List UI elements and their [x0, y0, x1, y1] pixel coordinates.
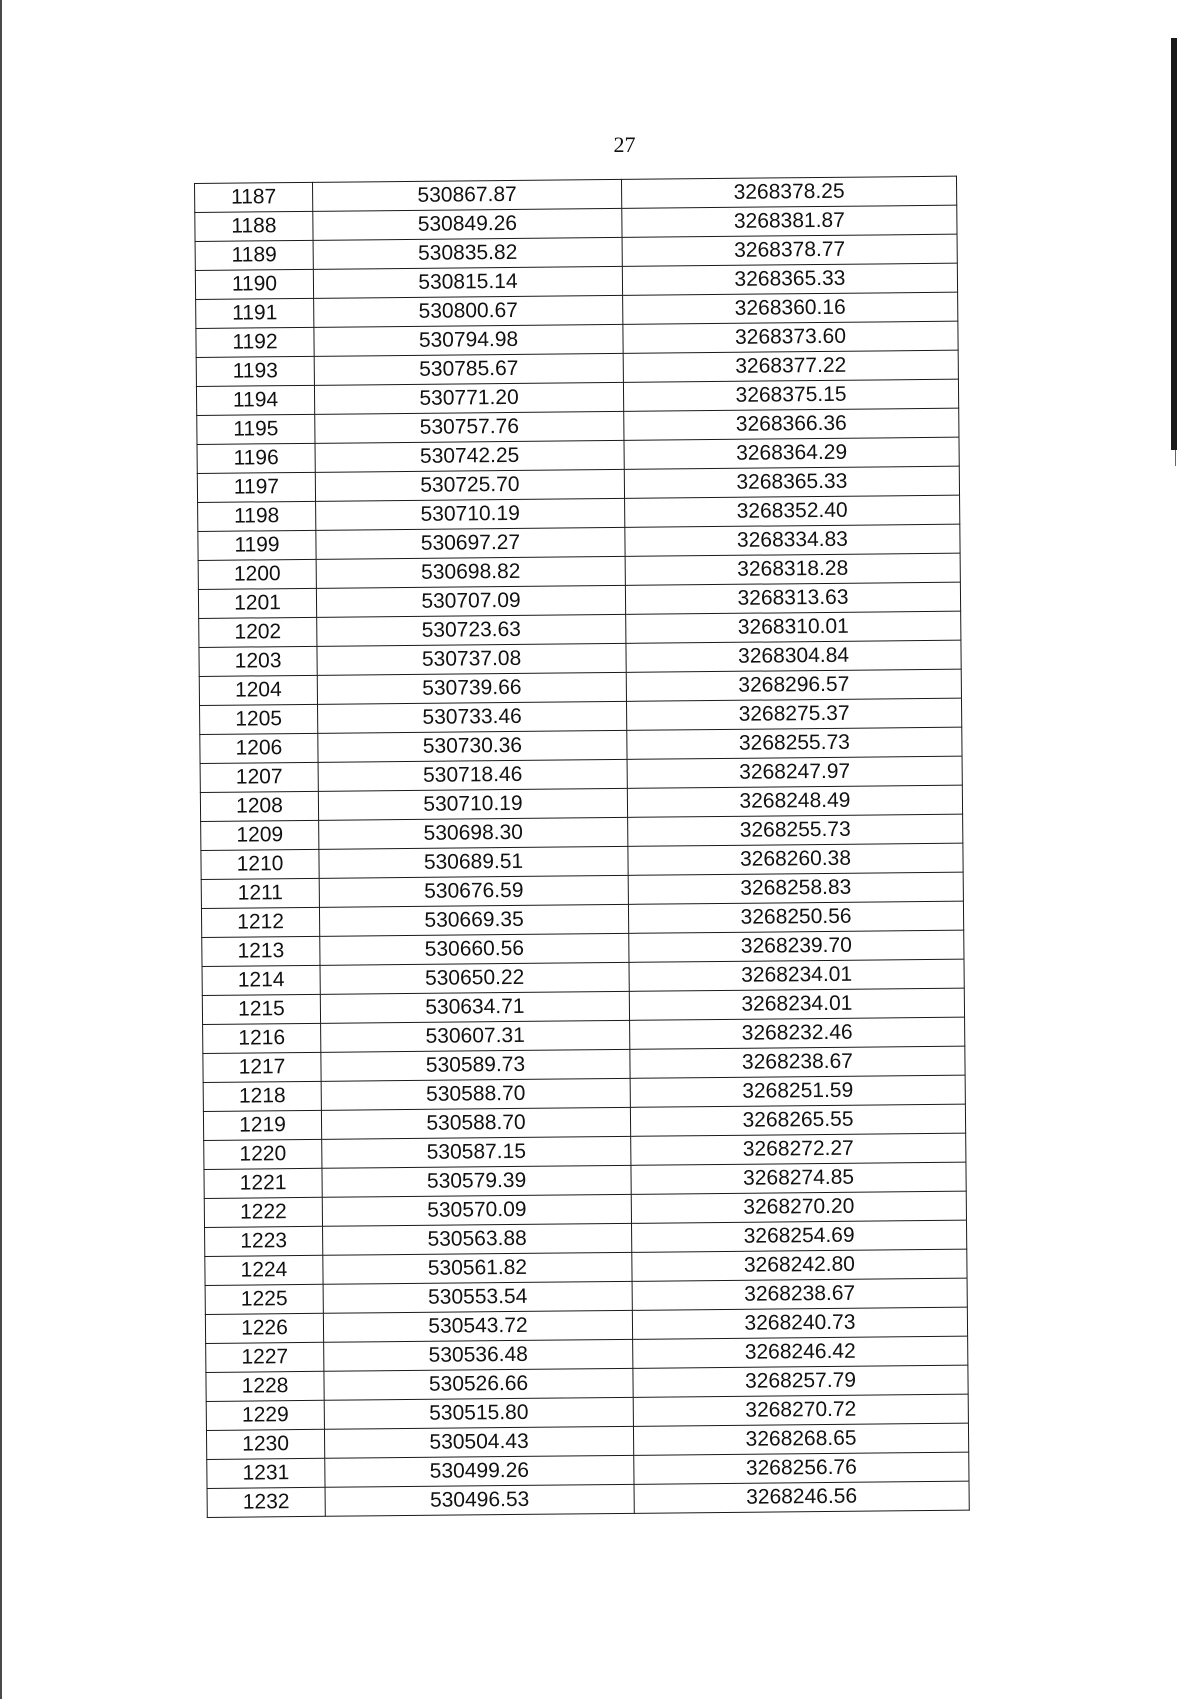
point-id-cell: 1188 — [195, 211, 313, 241]
point-id-cell: 1195 — [197, 414, 315, 444]
x-coordinate-cell: 530710.19 — [316, 498, 625, 530]
point-id-cell: 1223 — [205, 1226, 323, 1256]
x-coordinate-cell: 530515.80 — [324, 1397, 633, 1429]
y-coordinate-cell: 3268365.33 — [622, 263, 957, 295]
x-coordinate-cell: 530698.30 — [319, 817, 628, 849]
y-coordinate-cell: 3268239.70 — [629, 930, 964, 962]
y-coordinate-cell: 3268304.84 — [626, 640, 961, 672]
y-coordinate-cell: 3268275.37 — [626, 698, 961, 730]
y-coordinate-cell: 3268365.33 — [624, 466, 959, 498]
x-coordinate-cell: 530867.87 — [312, 179, 621, 211]
y-coordinate-cell: 3268246.42 — [633, 1336, 968, 1368]
x-coordinate-cell: 530737.08 — [317, 643, 626, 675]
x-coordinate-cell: 530561.82 — [323, 1252, 632, 1284]
y-coordinate-cell: 3268234.01 — [629, 959, 964, 991]
x-coordinate-cell: 530733.46 — [318, 701, 627, 733]
y-coordinate-cell: 3268334.83 — [625, 524, 960, 556]
x-coordinate-cell: 530742.25 — [315, 440, 624, 472]
y-coordinate-cell: 3268377.22 — [623, 350, 958, 382]
point-id-cell: 1210 — [201, 849, 319, 879]
x-coordinate-cell: 530536.48 — [324, 1339, 633, 1371]
x-coordinate-cell: 530725.70 — [315, 469, 624, 501]
coordinates-table-body — [195, 176, 970, 1517]
page-number: 27 — [613, 132, 636, 157]
y-coordinate-cell: 3268296.57 — [626, 669, 961, 701]
point-id-cell: 1231 — [207, 1458, 325, 1488]
point-id-cell: 1199 — [198, 530, 316, 560]
point-id-cell: 1213 — [202, 936, 320, 966]
point-id-cell: 1217 — [203, 1052, 321, 1082]
point-id-cell: 1206 — [200, 733, 318, 763]
scan-binding-bar — [1171, 38, 1177, 450]
point-id-cell: 1230 — [206, 1429, 324, 1459]
x-coordinate-cell: 530794.98 — [314, 324, 623, 356]
y-coordinate-cell: 3268360.16 — [623, 292, 958, 324]
point-id-cell: 1205 — [200, 704, 318, 734]
x-coordinate-cell: 530496.53 — [325, 1484, 634, 1516]
y-coordinate-cell: 3268378.25 — [621, 176, 956, 208]
y-coordinate-cell: 3268270.20 — [631, 1191, 966, 1223]
y-coordinate-cell: 3268274.85 — [631, 1162, 966, 1194]
point-id-cell: 1227 — [206, 1342, 324, 1372]
point-id-cell: 1198 — [198, 501, 316, 531]
y-coordinate-cell: 3268310.01 — [626, 611, 961, 643]
point-id-cell: 1193 — [196, 356, 314, 386]
point-id-cell: 1192 — [196, 327, 314, 357]
x-coordinate-cell: 530707.09 — [316, 585, 625, 617]
y-coordinate-cell: 3268366.36 — [624, 408, 959, 440]
point-id-cell: 1203 — [199, 646, 317, 676]
point-id-cell: 1228 — [206, 1371, 324, 1401]
y-coordinate-cell: 3268242.80 — [632, 1249, 967, 1281]
x-coordinate-cell: 530588.70 — [321, 1078, 630, 1110]
point-id-cell: 1197 — [197, 472, 315, 502]
y-coordinate-cell: 3268232.46 — [630, 1017, 965, 1049]
x-coordinate-cell: 530710.19 — [318, 788, 627, 820]
point-id-cell: 1220 — [204, 1139, 322, 1169]
point-id-cell: 1211 — [201, 878, 319, 908]
x-coordinate-cell: 530607.31 — [321, 1020, 630, 1052]
x-coordinate-cell: 530543.72 — [323, 1310, 632, 1342]
y-coordinate-cell: 3268234.01 — [629, 988, 964, 1020]
point-id-cell: 1229 — [206, 1400, 324, 1430]
point-id-cell: 1187 — [195, 182, 313, 212]
point-id-cell: 1202 — [199, 617, 317, 647]
point-id-cell: 1194 — [196, 385, 314, 415]
x-coordinate-cell: 530570.09 — [322, 1194, 631, 1226]
point-id-cell: 1222 — [204, 1197, 322, 1227]
point-id-cell: 1201 — [198, 588, 316, 618]
y-coordinate-cell: 3268352.40 — [625, 495, 960, 527]
point-id-cell: 1215 — [202, 994, 320, 1024]
coordinates-table-wrapper — [194, 176, 969, 1518]
point-id-cell: 1216 — [203, 1023, 321, 1053]
x-coordinate-cell: 530579.39 — [322, 1165, 631, 1197]
x-coordinate-cell: 530499.26 — [325, 1455, 634, 1487]
x-coordinate-cell: 530849.26 — [313, 208, 622, 240]
x-coordinate-cell: 530660.56 — [320, 933, 629, 965]
y-coordinate-cell: 3268268.65 — [633, 1423, 968, 1455]
y-coordinate-cell: 3268246.56 — [634, 1481, 969, 1513]
x-coordinate-cell: 530771.20 — [314, 382, 623, 414]
y-coordinate-cell: 3268238.67 — [630, 1046, 965, 1078]
x-coordinate-cell: 530718.46 — [318, 759, 627, 791]
y-coordinate-cell: 3268256.76 — [634, 1452, 969, 1484]
point-id-cell: 1212 — [201, 907, 319, 937]
x-coordinate-cell: 530553.54 — [323, 1281, 632, 1313]
y-coordinate-cell: 3268257.79 — [633, 1365, 968, 1397]
point-id-cell: 1224 — [205, 1255, 323, 1285]
x-coordinate-cell: 530676.59 — [319, 875, 628, 907]
point-id-cell: 1196 — [197, 443, 315, 473]
point-id-cell: 1219 — [203, 1110, 321, 1140]
scan-edge-left — [0, 0, 2, 1699]
y-coordinate-cell: 3268251.59 — [630, 1075, 965, 1107]
y-coordinate-cell: 3268238.67 — [632, 1278, 967, 1310]
y-coordinate-cell: 3268240.73 — [632, 1307, 967, 1339]
table-row — [207, 1481, 969, 1517]
y-coordinate-cell: 3268250.56 — [628, 901, 963, 933]
y-coordinate-cell: 3268318.28 — [625, 553, 960, 585]
x-coordinate-cell: 530723.63 — [317, 614, 626, 646]
y-coordinate-cell: 3268373.60 — [623, 321, 958, 353]
y-coordinate-cell: 3268265.55 — [630, 1104, 965, 1136]
x-coordinate-cell: 530526.66 — [324, 1368, 633, 1400]
point-id-cell: 1200 — [198, 559, 316, 589]
point-id-cell: 1218 — [203, 1081, 321, 1111]
point-id-cell: 1207 — [200, 762, 318, 792]
x-coordinate-cell: 530757.76 — [315, 411, 624, 443]
point-id-cell: 1204 — [199, 675, 317, 705]
x-coordinate-cell: 530589.73 — [321, 1049, 630, 1081]
point-id-cell: 1189 — [195, 240, 313, 270]
y-coordinate-cell: 3268270.72 — [633, 1394, 968, 1426]
x-coordinate-cell: 530698.82 — [316, 556, 625, 588]
x-coordinate-cell: 530730.36 — [318, 730, 627, 762]
x-coordinate-cell: 530588.70 — [321, 1107, 630, 1139]
x-coordinate-cell: 530650.22 — [320, 962, 629, 994]
point-id-cell: 1214 — [202, 965, 320, 995]
x-coordinate-cell: 530587.15 — [322, 1136, 631, 1168]
y-coordinate-cell: 3268364.29 — [624, 437, 959, 469]
point-id-cell: 1221 — [204, 1168, 322, 1198]
y-coordinate-cell: 3268260.38 — [628, 843, 963, 875]
point-id-cell: 1191 — [196, 298, 314, 328]
scan-binding-bar-tail — [1175, 450, 1176, 466]
y-coordinate-cell: 3268255.73 — [627, 727, 962, 759]
point-id-cell: 1209 — [201, 820, 319, 850]
coordinates-table — [194, 176, 970, 1518]
point-id-cell: 1226 — [205, 1313, 323, 1343]
x-coordinate-cell: 530634.71 — [320, 991, 629, 1023]
x-coordinate-cell: 530785.67 — [314, 353, 623, 385]
y-coordinate-cell: 3268248.49 — [627, 785, 962, 817]
y-coordinate-cell: 3268381.87 — [622, 205, 957, 237]
x-coordinate-cell: 530697.27 — [316, 527, 625, 559]
point-id-cell: 1225 — [205, 1284, 323, 1314]
y-coordinate-cell: 3268378.77 — [622, 234, 957, 266]
y-coordinate-cell: 3268313.63 — [625, 582, 960, 614]
x-coordinate-cell: 530800.67 — [314, 295, 623, 327]
y-coordinate-cell: 3268258.83 — [628, 872, 963, 904]
y-coordinate-cell: 3268254.69 — [632, 1220, 967, 1252]
point-id-cell: 1190 — [195, 269, 313, 299]
point-id-cell: 1232 — [207, 1487, 325, 1517]
x-coordinate-cell: 530563.88 — [323, 1223, 632, 1255]
y-coordinate-cell: 3268272.27 — [631, 1133, 966, 1165]
x-coordinate-cell: 530504.43 — [324, 1426, 633, 1458]
y-coordinate-cell: 3268375.15 — [623, 379, 958, 411]
y-coordinate-cell: 3268255.73 — [628, 814, 963, 846]
x-coordinate-cell: 530835.82 — [313, 237, 622, 269]
x-coordinate-cell: 530689.51 — [319, 846, 628, 878]
x-coordinate-cell: 530739.66 — [317, 672, 626, 704]
x-coordinate-cell: 530669.35 — [319, 904, 628, 936]
x-coordinate-cell: 530815.14 — [313, 266, 622, 298]
point-id-cell: 1208 — [200, 791, 318, 821]
y-coordinate-cell: 3268247.97 — [627, 756, 962, 788]
